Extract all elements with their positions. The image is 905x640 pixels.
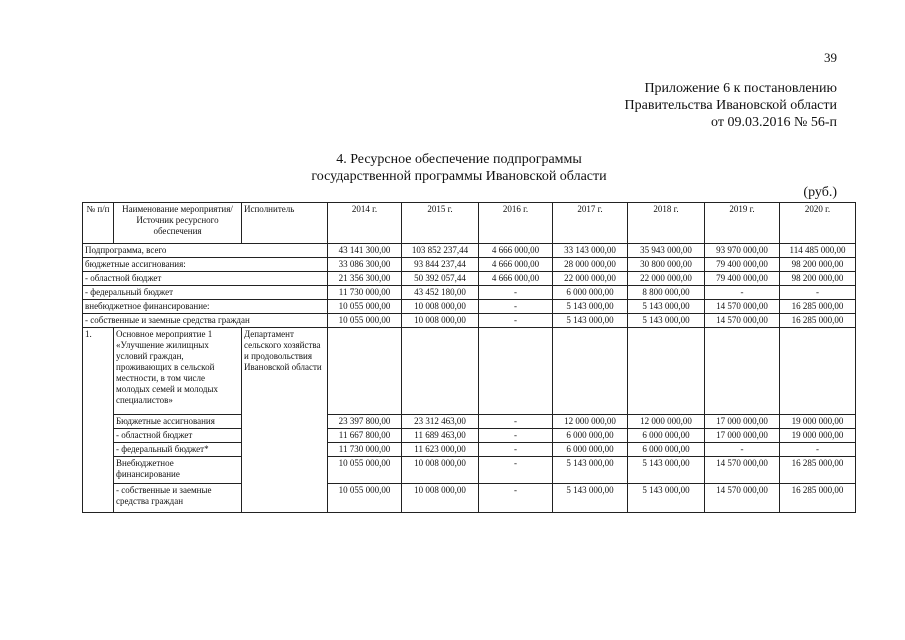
- cell-value: 4 666 000,00: [479, 258, 553, 272]
- table-row: [83, 272, 856, 286]
- cell-value: 22 000 000,00: [553, 272, 628, 286]
- cell-value: 12 000 000,00: [553, 415, 628, 429]
- page-number: 39: [824, 50, 837, 65]
- cell-value: 5 143 000,00: [553, 457, 628, 484]
- cell-value: -: [479, 457, 553, 484]
- table-row: [83, 286, 856, 300]
- cell-value: 6 000 000,00: [553, 429, 628, 443]
- cell-value: 16 285 000,00: [780, 314, 856, 328]
- cell-value: 22 000 000,00: [628, 272, 705, 286]
- cell-value: [705, 328, 780, 415]
- cell-value: 50 392 057,44: [402, 272, 479, 286]
- cell-value: 23 397 800,00: [328, 415, 402, 429]
- cell-value: 35 943 000,00: [628, 244, 705, 258]
- cell-value: 43 141 300,00: [328, 244, 402, 258]
- cell-value: 11 667 800,00: [328, 429, 402, 443]
- cell-value: -: [479, 484, 553, 513]
- cell-value: [628, 328, 705, 415]
- cell-value: 10 008 000,00: [402, 484, 479, 513]
- cell-value: [780, 328, 856, 415]
- cell-value: [553, 328, 628, 415]
- cell-value: -: [705, 286, 780, 300]
- table-row: [83, 484, 856, 513]
- cell-value: 5 143 000,00: [553, 484, 628, 513]
- header-number: № п/п: [83, 203, 114, 244]
- cell-value: [328, 328, 402, 415]
- cell-value: 6 000 000,00: [628, 443, 705, 457]
- cell-value: 98 200 000,00: [780, 258, 856, 272]
- cell-value: 5 143 000,00: [628, 300, 705, 314]
- header-year: 2018 г.: [628, 203, 705, 244]
- cell-value: 6 000 000,00: [628, 429, 705, 443]
- section-title: [230, 151, 688, 185]
- cell-value: 10 008 000,00: [402, 457, 479, 484]
- cell-value: 11 689 463,00: [402, 429, 479, 443]
- row-label: внебюджетное финансирование:: [83, 300, 328, 314]
- cell-value: 98 200 000,00: [780, 272, 856, 286]
- cell-value: 16 285 000,00: [780, 457, 856, 484]
- table-row: [83, 300, 856, 314]
- cell-value: 93 844 237,44: [402, 258, 479, 272]
- appendix-line-2: Правительства Ивановской области: [624, 98, 837, 113]
- cell-value: 10 055 000,00: [328, 300, 402, 314]
- cell-value: 6 000 000,00: [553, 443, 628, 457]
- table-row: [83, 457, 856, 484]
- table-header-row: [83, 203, 856, 244]
- row-label: - областной бюджет: [83, 272, 328, 286]
- cell-value: 5 143 000,00: [553, 300, 628, 314]
- cell-value: 10 055 000,00: [328, 457, 402, 484]
- cell-value: 17 000 000,00: [705, 415, 780, 429]
- cell-value: 16 285 000,00: [780, 300, 856, 314]
- cell-value: 10 055 000,00: [328, 314, 402, 328]
- row-label: - областной бюджет: [114, 429, 242, 443]
- cell-value: 14 570 000,00: [705, 314, 780, 328]
- cell-value: [402, 328, 479, 415]
- cell-value: 11 730 000,00: [328, 286, 402, 300]
- cell-value: 10 008 000,00: [402, 314, 479, 328]
- section-title-line-1: 4. Ресурсное обеспечение подпрограммы: [336, 152, 582, 167]
- header-year: 2016 г.: [479, 203, 553, 244]
- cell-value: 5 143 000,00: [628, 314, 705, 328]
- cell-value: 5 143 000,00: [628, 457, 705, 484]
- table-row: [83, 429, 856, 443]
- row-label: Бюджетные ассигнования: [114, 415, 242, 429]
- cell-value: 28 000 000,00: [553, 258, 628, 272]
- cell-value: -: [705, 443, 780, 457]
- row-label: - федеральный бюджет*: [114, 443, 242, 457]
- appendix-line-1: Приложение 6 к постановлению: [644, 81, 837, 96]
- cell-value: 6 000 000,00: [553, 286, 628, 300]
- cell-value: 19 000 000,00: [780, 415, 856, 429]
- cell-value: 4 666 000,00: [479, 244, 553, 258]
- cell-value: 5 143 000,00: [553, 314, 628, 328]
- table-row: [83, 314, 856, 328]
- table-row: [83, 443, 856, 457]
- row-label: - федеральный бюджет: [83, 286, 328, 300]
- cell-value: 12 000 000,00: [628, 415, 705, 429]
- cell-value: 33 143 000,00: [553, 244, 628, 258]
- header-year: 2015 г.: [402, 203, 479, 244]
- cell-value: 114 485 000,00: [780, 244, 856, 258]
- cell-value: 16 285 000,00: [780, 484, 856, 513]
- measure-number: 1.: [83, 328, 114, 513]
- appendix-heading: [625, 80, 837, 131]
- header-name: Наименование мероприятия/Источник ресурсного обеспечения: [114, 203, 242, 244]
- financing-table: [82, 202, 856, 513]
- cell-value: 14 570 000,00: [705, 457, 780, 484]
- cell-value: 4 666 000,00: [479, 272, 553, 286]
- header-year: 2014 г.: [328, 203, 402, 244]
- measure-executor: Департамент сельского хозяйства и продовольствия Ивановской области: [242, 328, 328, 513]
- cell-value: -: [479, 314, 553, 328]
- cell-value: 11 623 000,00: [402, 443, 479, 457]
- cell-value: 79 400 000,00: [705, 272, 780, 286]
- measure-name: Основное мероприятие 1 «Улучшение жилищных условий граждан, проживающих в сельской местности, в том числе молодых семей и молодых специалистов»: [114, 328, 242, 415]
- cell-value: -: [780, 443, 856, 457]
- row-label: бюджетные ассигнования:: [83, 258, 328, 272]
- appendix-line-3: от 09.03.2016 № 56-п: [711, 115, 837, 130]
- cell-value: 19 000 000,00: [780, 429, 856, 443]
- cell-value: -: [479, 429, 553, 443]
- cell-value: 14 570 000,00: [705, 300, 780, 314]
- unit-note: (руб.): [803, 185, 837, 200]
- header-year: 2017 г.: [553, 203, 628, 244]
- cell-value: 30 800 000,00: [628, 258, 705, 272]
- cell-value: 10 008 000,00: [402, 300, 479, 314]
- row-label: - собственные и заемные средства граждан: [83, 314, 328, 328]
- cell-value: 11 730 000,00: [328, 443, 402, 457]
- cell-value: 21 356 300,00: [328, 272, 402, 286]
- cell-value: 79 400 000,00: [705, 258, 780, 272]
- cell-value: [479, 328, 553, 415]
- cell-value: 93 970 000,00: [705, 244, 780, 258]
- cell-value: -: [479, 415, 553, 429]
- cell-value: -: [479, 286, 553, 300]
- measure-row: [83, 328, 856, 415]
- table-row: [83, 415, 856, 429]
- cell-value: 8 800 000,00: [628, 286, 705, 300]
- cell-value: 43 452 180,00: [402, 286, 479, 300]
- row-label: Внебюджетное финансирование: [114, 457, 242, 484]
- header-year: 2019 г.: [705, 203, 780, 244]
- cell-value: 23 312 463,00: [402, 415, 479, 429]
- section-title-line-2: государственной программы Ивановской области: [311, 169, 607, 184]
- cell-value: 33 086 300,00: [328, 258, 402, 272]
- cell-value: 14 570 000,00: [705, 484, 780, 513]
- cell-value: -: [479, 443, 553, 457]
- cell-value: -: [780, 286, 856, 300]
- header-year: 2020 г.: [780, 203, 856, 244]
- cell-value: -: [479, 300, 553, 314]
- row-label: - собственные и заемные средства граждан: [114, 484, 242, 513]
- table-row: [83, 244, 856, 258]
- row-label: Подпрограмма, всего: [83, 244, 328, 258]
- table-row: [83, 258, 856, 272]
- cell-value: 10 055 000,00: [328, 484, 402, 513]
- cell-value: 103 852 237,44: [402, 244, 479, 258]
- cell-value: 17 000 000,00: [705, 429, 780, 443]
- header-executor: Исполнитель: [242, 203, 328, 244]
- cell-value: 5 143 000,00: [628, 484, 705, 513]
